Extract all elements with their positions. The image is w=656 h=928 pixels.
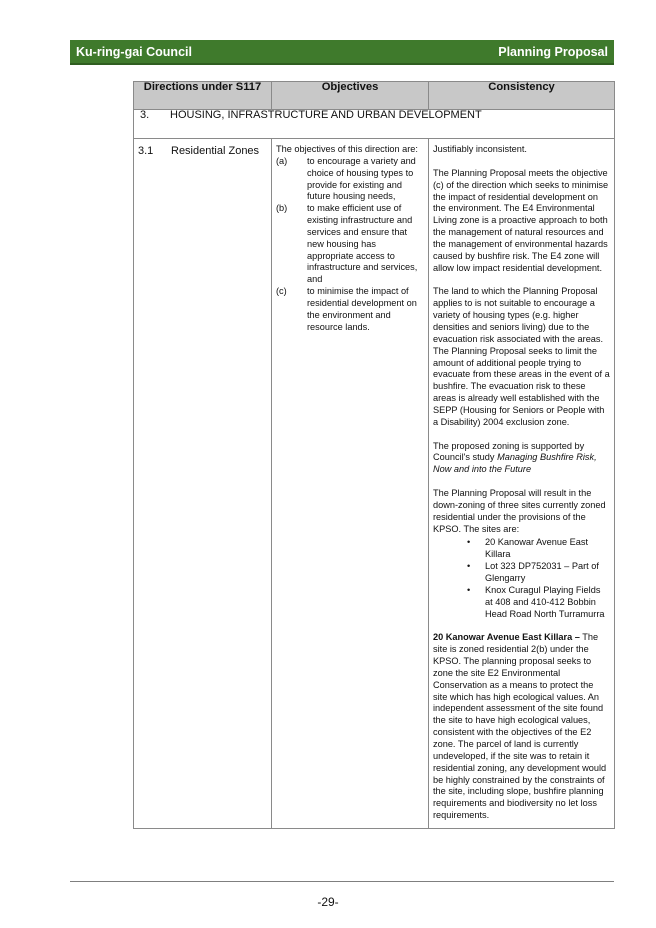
- site-description: The site is zoned residential 2(b) under the KPSO. The planning proposal seeks to zone the site E2 Environmental Conservation as a means to protect the site which has high ecological values. An independent assessment of the site found the site to have high ecological values, consistent with the objectives of the E2 zone. The parcel of land is currently undeveloped, if the site was to retain it residential zoning, any development would be highly constrained by the constraints of the site, including slope, bushfire planning requirements and biodiversity no let loss requirements.: [433, 632, 607, 821]
- directions-table: [133, 81, 615, 829]
- site-text: 20 Kanowar Avenue East Killara: [485, 537, 589, 560]
- objectives-cell: [272, 139, 429, 829]
- section-number: 3.: [140, 109, 150, 121]
- consistency-paragraph: The land to which the Planning Proposal applies to is not suitable to encourage a variety of housing types (e.g. higher densities and seniors living) due to the evacuation risk associated with the areas. The Planning Proposal seeks to limit the amount of additional people trying to evacuate from these areas in the event of a bushfire. The evacuation risk to these areas is already well established with the SEPP (Housing for Seniors or People with a Disability) 2004 exclusion zone.: [433, 286, 610, 427]
- table-row: [134, 139, 615, 829]
- site-text: Knox Curagul Playing Fields at 408 and 410-412 Bobbin Head Road North Turramurra: [485, 584, 605, 619]
- consistency-paragraph: [433, 632, 610, 822]
- objective-item: [276, 286, 424, 333]
- direction-name: Residential Zones: [171, 145, 260, 157]
- site-text: Lot 323 DP752031 – Part of Glengarry: [485, 561, 599, 583]
- list-item: [433, 561, 610, 585]
- bullet-icon: •: [467, 561, 471, 572]
- objectives-intro: The objectives of this direction are:: [276, 144, 418, 154]
- list-item: [433, 537, 610, 561]
- section-cell: [134, 110, 615, 139]
- page-number: -29-: [317, 895, 339, 909]
- section-row: [134, 110, 615, 139]
- objective-item: [276, 156, 424, 203]
- section-title: HOUSING, INFRASTRUCTURE AND URBAN DEVELOPMENT: [170, 109, 482, 121]
- study-intro: The proposed zoning is supported by Council's study: [433, 440, 585, 463]
- study-title: Managing Bushfire Risk, Now and into the Future: [433, 452, 597, 475]
- table-header-row: [134, 82, 615, 110]
- objective-text: to minimise the impact of residential development on the environment and resource lands.: [307, 286, 417, 332]
- objective-text: to encourage a variety and choice of housing types to provide for existing and future housing needs,: [307, 155, 416, 202]
- header-directions: Directions under S117: [134, 82, 272, 110]
- header-document-title: Planning Proposal: [498, 44, 608, 59]
- objective-label: (a): [276, 155, 288, 166]
- consistency-cell: [429, 139, 615, 829]
- bullet-icon: •: [467, 584, 471, 595]
- footer-divider: [70, 881, 614, 882]
- bullet-icon: •: [467, 537, 471, 548]
- consistency-status: Justifiably inconsistent.: [433, 144, 527, 154]
- header-org-name: Ku-ring-gai Council: [76, 44, 192, 59]
- objective-text: to make efficient use of existing infrastructure and services and ensure that new housing has appropriate access to infrastructure and services, and: [307, 203, 418, 285]
- consistency-paragraph: The Planning Proposal will result in the down-zoning of three sites currently zoned residential under the provisions of the KPSO. The sites are:: [433, 488, 606, 534]
- sites-list: [433, 537, 610, 620]
- consistency-paragraph: [433, 441, 610, 477]
- header-objectives: Objectives: [272, 82, 429, 110]
- direction-number: 3.1: [138, 145, 154, 157]
- site-heading: 20 Kanowar Avenue East Killara –: [433, 632, 580, 643]
- objective-label: (b): [276, 203, 288, 214]
- objective-label: (c): [276, 286, 287, 297]
- objective-item: [276, 203, 424, 286]
- header-consistency: Consistency: [429, 82, 615, 110]
- direction-cell: [134, 139, 272, 829]
- consistency-paragraph: The Planning Proposal meets the objective (c) of the direction which seeks to minimise the impact of residential development on the environment. The E4 Environmental Living zone is a proactive approach to both the management of natural resources and the management of environmental hazards caused by bushfire risk. The E4 zone will allow low impact residential development.: [433, 167, 609, 273]
- list-item: [433, 585, 610, 621]
- page-header: [70, 40, 614, 65]
